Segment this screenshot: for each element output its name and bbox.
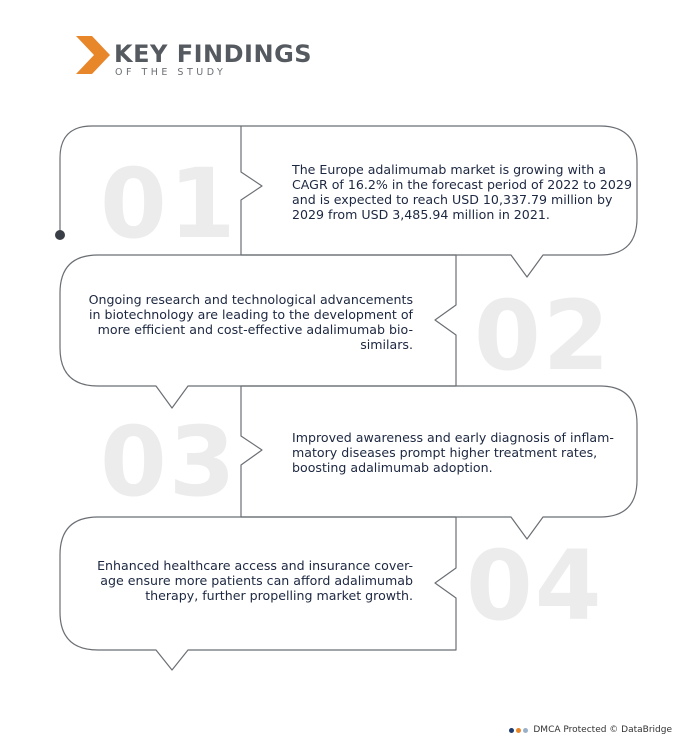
dmca-dots-icon xyxy=(509,728,528,733)
dot xyxy=(516,728,521,733)
finding-line: in biotechnology are leading to the development of xyxy=(89,307,413,322)
page-subtitle: OF THE STUDY xyxy=(115,67,227,78)
finding-line: matory diseases prompt higher treatment rates, xyxy=(292,445,598,460)
finding-line: Ongoing research and technological advancements xyxy=(88,292,413,307)
start-dot xyxy=(55,230,65,240)
finding-line: age ensure more patients can afford adalimumab xyxy=(100,573,413,588)
dot xyxy=(509,728,514,733)
finding-number-03: 03 xyxy=(100,406,238,518)
finding-line: therapy, further propelling market growth. xyxy=(145,588,413,603)
finding-text-01 xyxy=(292,162,632,222)
finding-number-02: 02 xyxy=(474,280,612,392)
finding-line: CAGR of 16.2% in the forecast period of 2022 to 2029 xyxy=(292,177,632,192)
finding-line: The Europe adalimumab market is growing with a xyxy=(292,162,606,177)
finding-text-03 xyxy=(292,430,614,475)
finding-number-01: 01 xyxy=(100,148,238,260)
finding-line: 2029 from USD 3,485.94 million in 2021. xyxy=(292,207,550,222)
dmca-badge[interactable] xyxy=(509,725,672,735)
finding-line: Improved awareness and early diagnosis of inflam- xyxy=(292,430,614,445)
finding-line: boosting adalimumab adoption. xyxy=(292,460,493,475)
finding-line: Enhanced healthcare access and insurance cover- xyxy=(97,558,413,573)
finding-number-04: 04 xyxy=(466,530,604,642)
finding-line: and is expected to reach USD 10,337.79 million by xyxy=(292,192,613,207)
finding-line: similars. xyxy=(360,337,413,352)
finding-line: more efficient and cost-effective adalimumab bio- xyxy=(97,322,413,337)
finding-text-02 xyxy=(89,292,413,352)
dmca-text: DMCA Protected © DataBridge xyxy=(533,725,672,735)
finding-text-04 xyxy=(97,558,413,603)
dot xyxy=(523,728,528,733)
page-title: KEY FINDINGS xyxy=(114,40,313,68)
